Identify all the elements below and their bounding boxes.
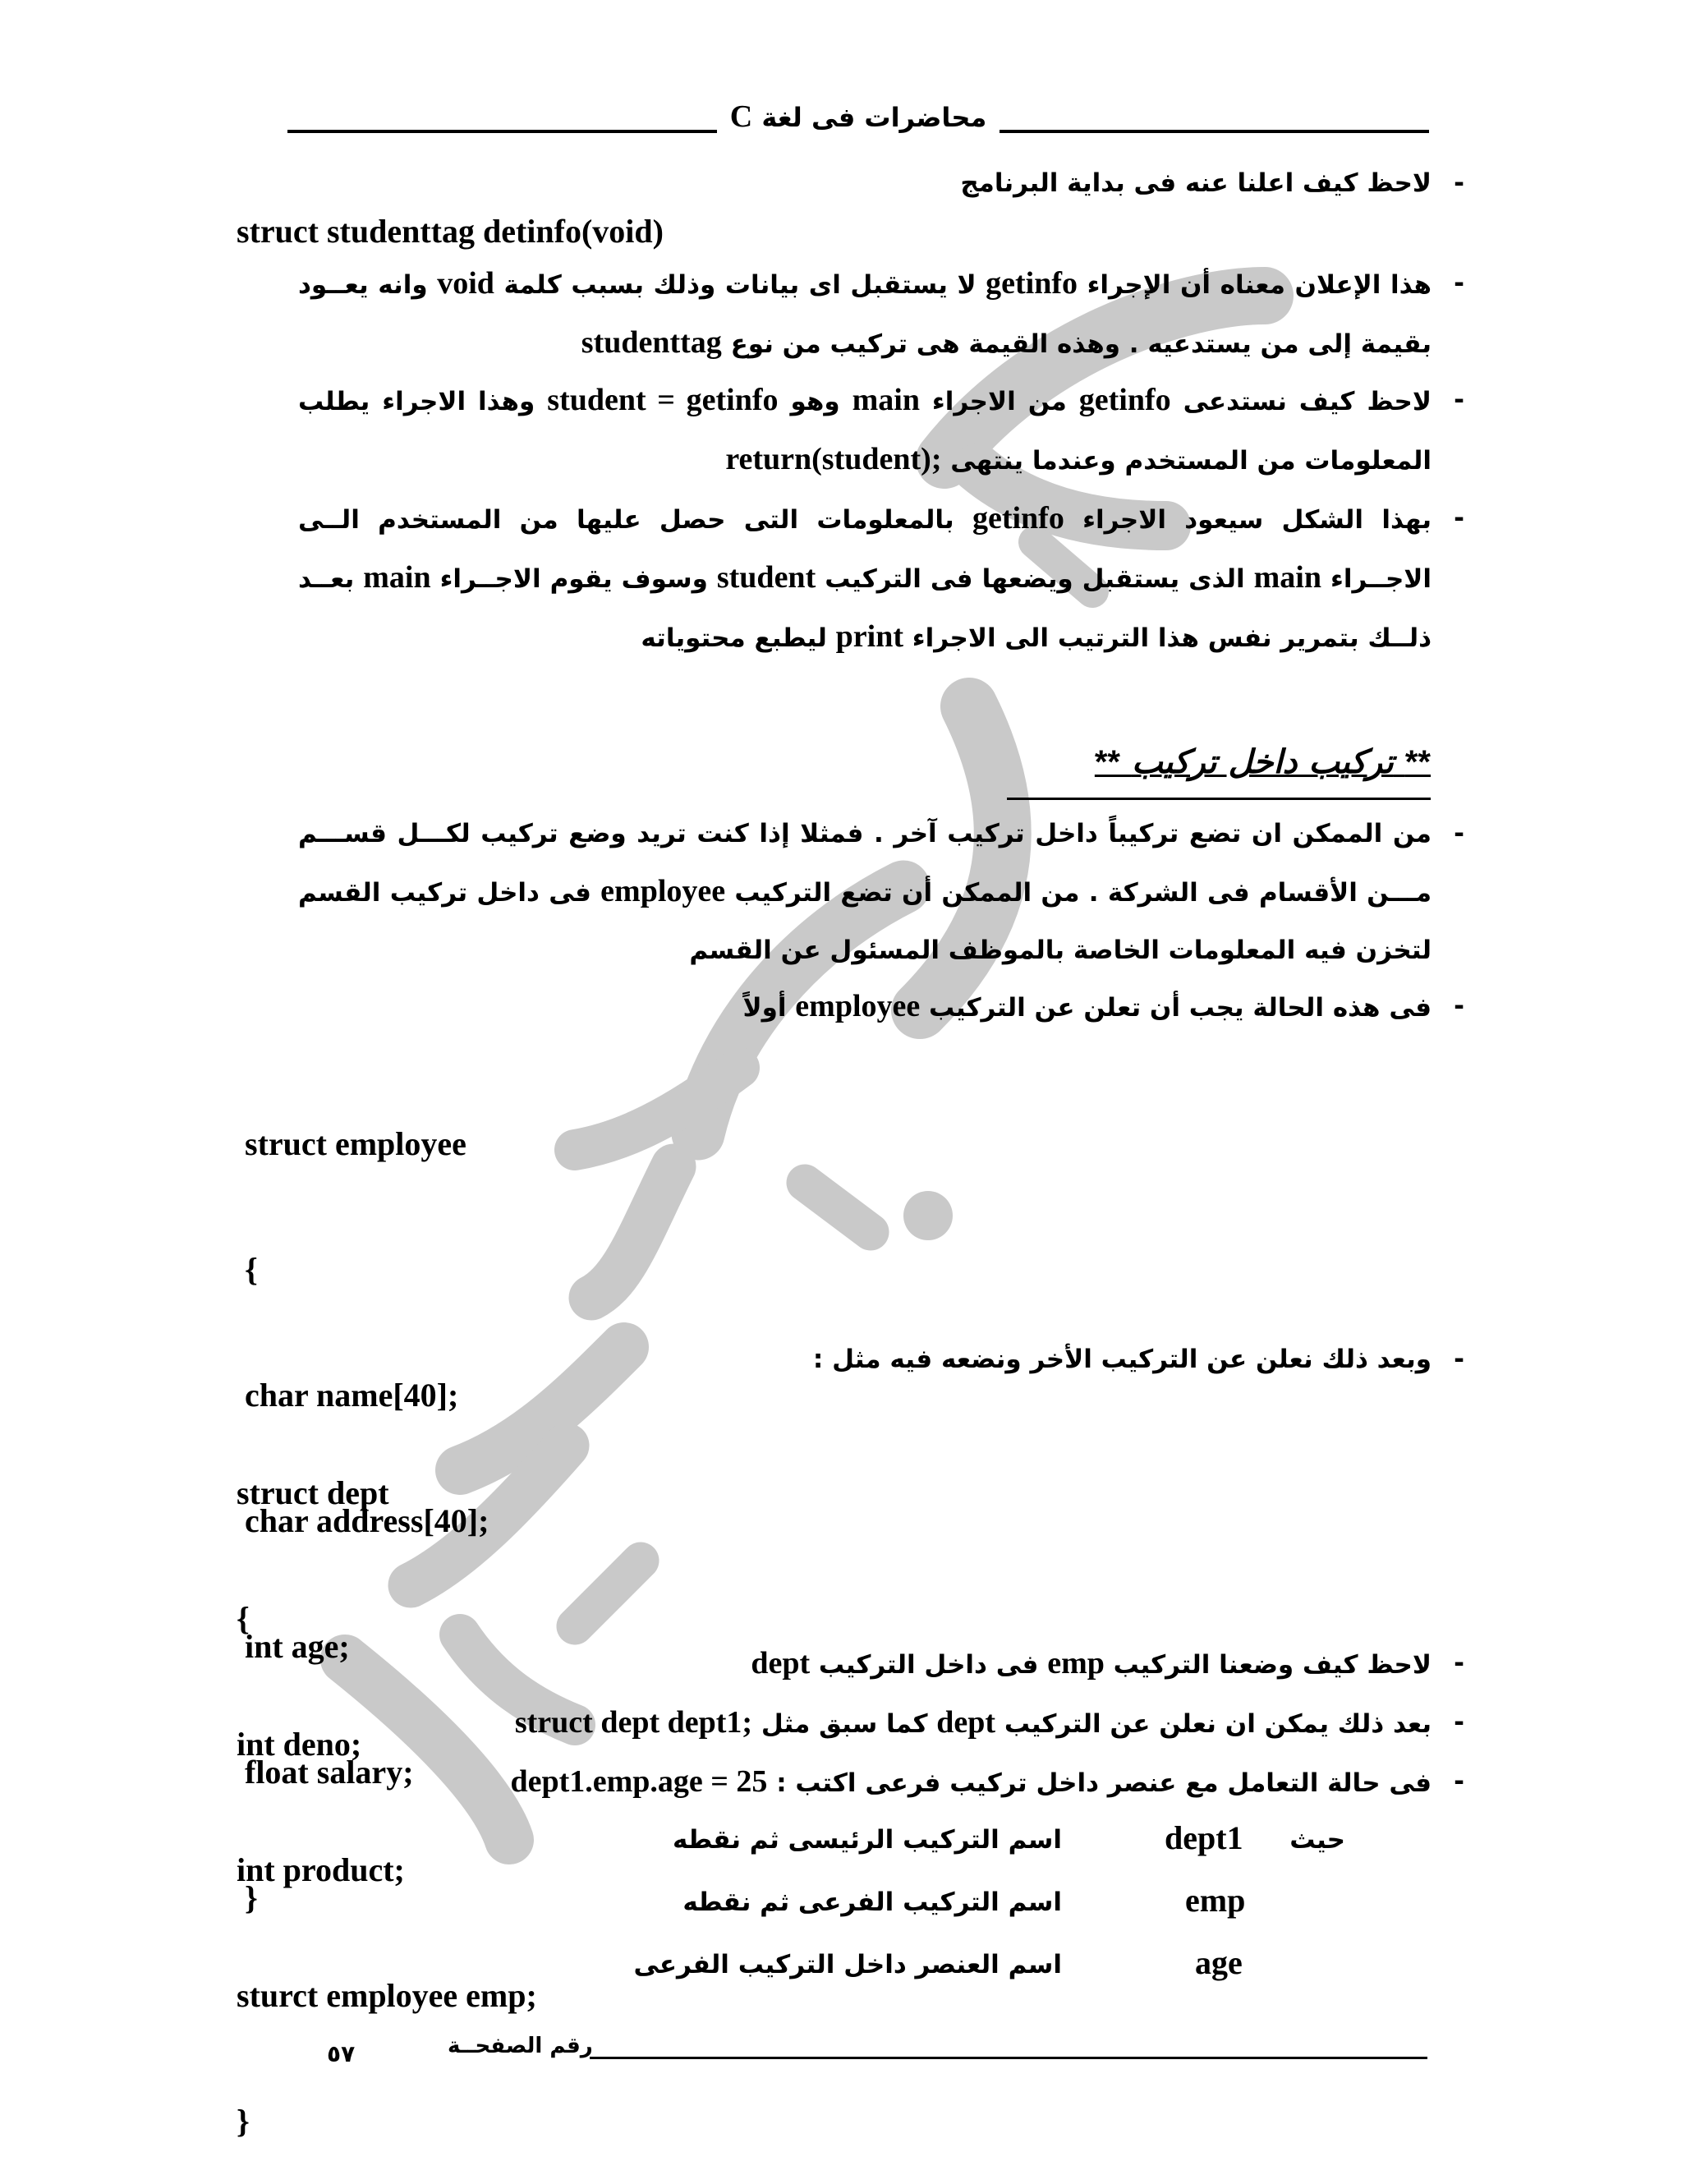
- bullet-dash: -: [1454, 1708, 1464, 1737]
- bullet-dash: -: [1454, 168, 1464, 198]
- heading-stars: **: [1094, 744, 1120, 780]
- text-part: بعــد ذلــك بتمرير نفس هذا الترتيب الى الاجراء: [298, 564, 1432, 653]
- bullet-call-getinfo: [298, 371, 1464, 490]
- code-term: return(student);: [725, 442, 942, 476]
- code-term: dept: [751, 1646, 811, 1681]
- code-line: int product;: [237, 1851, 405, 1888]
- code-term: main: [1253, 560, 1322, 595]
- code-line: struct dept: [237, 1474, 389, 1511]
- code-line: int age;: [245, 1628, 350, 1665]
- text-part: بعد ذلك يمكن ان نعلن عن التركيب: [995, 1709, 1432, 1739]
- code-line: sturct employee emp;: [237, 1977, 537, 2014]
- header-title: [717, 99, 1000, 135]
- where-label: حيث: [1289, 1825, 1345, 1855]
- heading-stars: **: [1404, 744, 1431, 780]
- code-line: char address[40];: [245, 1502, 489, 1539]
- term-text: emp: [1185, 1882, 1246, 1919]
- bullet-dash: -: [1454, 819, 1464, 848]
- code-term: struct dept dept1;: [514, 1705, 753, 1740]
- code-term: main: [852, 383, 920, 417]
- code-line: }: [245, 1879, 258, 1916]
- code-term: emp: [1047, 1646, 1105, 1681]
- code-term: getinfo: [986, 266, 1078, 301]
- text-part: بهذا الشكل سيعود الاجراء: [1064, 505, 1432, 535]
- code-line: char name[40];: [245, 1377, 459, 1414]
- text-part: فى حالة التعامل مع عنصر داخل تركيب فرعى اكتب :: [767, 1768, 1432, 1798]
- bullet-dash: -: [1454, 1648, 1464, 1678]
- where-desc: اسم التركيب الرئيسى ثم نقطه: [673, 1825, 1062, 1855]
- text-part: من الممكن ان تضع تركيباً داخل تركيب آخر . فمثلا إذا كنت تريد وضع تركيب لكـــل قســـم مـــن الأقسام فى الشركة . من الممكن أن تضع التركيب: [298, 819, 1432, 908]
- code-term: getinfo: [972, 501, 1064, 536]
- text-part: وانه يعــود بقيمة إلى من يستدعيه . وهذه القيمة هى تركيب من نوع: [298, 270, 1432, 359]
- header-rule-left: [287, 130, 747, 133]
- heading-underline: [1007, 798, 1431, 800]
- term-text: age: [1195, 1944, 1243, 1981]
- header-rule-right: [969, 130, 1429, 133]
- where-term: [1185, 1881, 1245, 1920]
- code-line: {: [245, 1251, 258, 1288]
- where-desc: اسم العنصر داخل التركيب الفرعى: [633, 1950, 1062, 1979]
- text-part: أولاً: [742, 993, 796, 1023]
- code-term: employee: [795, 989, 921, 1023]
- footer-rule: [590, 2057, 1427, 2059]
- bullet-nested-intro: [298, 805, 1464, 979]
- where-term: [1195, 1943, 1243, 1982]
- page-header: [287, 99, 1429, 148]
- term-text: dept1: [1165, 1819, 1243, 1856]
- text-part: وهو: [778, 387, 852, 416]
- code-line: struct employee: [245, 1125, 466, 1162]
- code-term: dept1.emp.age = 25: [510, 1764, 768, 1799]
- text-part: كما سبق مثل: [752, 1709, 937, 1739]
- code-line: }: [237, 2103, 250, 2140]
- text-part: وسوف يقوم الاجــراء: [430, 564, 717, 594]
- code-line: {: [237, 1600, 250, 1637]
- text-part: لاحظ كيف نستدعى: [1170, 387, 1432, 416]
- text-part: وهذا الاجراء يطلب المعلومات من المستخدم وعندما ينتهى: [298, 387, 1432, 476]
- page-number: ٥٧: [327, 2040, 356, 2067]
- bullet-dash: -: [1454, 385, 1464, 415]
- bullet-declaration-meaning: [298, 255, 1464, 373]
- where-term: [1165, 1818, 1243, 1857]
- bullet-text: وبعد ذلك نعلن عن التركيب الأخر ونضعه فيه مثل :: [812, 1345, 1432, 1374]
- bullet-declare-dept1: [298, 1694, 1464, 1753]
- bullet-declaration-note: [298, 154, 1464, 212]
- text-part: من الاجراء: [919, 387, 1079, 416]
- bullet-text: لاحظ كيف اعلنا عنه فى بداية البرنامج: [960, 168, 1432, 198]
- bullet-dash: -: [1454, 991, 1464, 1021]
- code-term: print: [835, 619, 903, 654]
- code-term: student = getinfo: [547, 383, 779, 417]
- text-part: لا يستقبل اى بيانات وذلك بسبب كلمة: [494, 270, 986, 300]
- bullet-declare-dept: [298, 1331, 1464, 1388]
- code-function-signature: struct studenttag detinfo(void): [237, 213, 664, 250]
- where-desc: اسم التركيب الفرعى ثم نقطه: [682, 1887, 1062, 1917]
- text-part: لاحظ كيف وضعنا التركيب: [1104, 1650, 1432, 1680]
- section-heading: [1095, 743, 1431, 781]
- text-part: فى داخل تركيب القسم لتخزن فيه المعلومات الخاصة بالموظف المسئول عن القسم: [298, 878, 1432, 965]
- code-term: void: [437, 266, 494, 301]
- code-line: int deno;: [237, 1726, 362, 1763]
- text-part: بالمعلومات التى حصل عليها من المستخدم الــى الاجــراء: [298, 505, 1432, 594]
- bullet-emp-inside-dept: [298, 1635, 1464, 1694]
- code-term: dept: [936, 1705, 996, 1740]
- header-title-lang: C: [729, 99, 753, 134]
- text-part: فى هذه الحالة يجب أن تعلن عن التركيب: [920, 993, 1432, 1023]
- text-part: هذا الإعلان معناه أن الإجراء: [1078, 270, 1432, 300]
- bullet-access-nested-member: [298, 1753, 1464, 1812]
- heading-title: تركيب داخل تركيب: [1131, 743, 1394, 781]
- bullet-dash: -: [1454, 1345, 1464, 1374]
- code-term: main: [363, 560, 431, 595]
- bullet-dash: -: [1454, 503, 1464, 533]
- header-title-text: محاضرات فى لغة: [761, 102, 987, 133]
- bullet-dash: -: [1454, 269, 1464, 298]
- text-part: فى داخل التركيب: [810, 1650, 1048, 1680]
- text-part: ليطبع محتوياته: [641, 623, 836, 653]
- code-term: studenttag: [581, 325, 722, 360]
- code-term: student: [716, 560, 816, 595]
- bullet-declare-employee-first: [298, 977, 1464, 1037]
- bullet-dash: -: [1454, 1767, 1464, 1796]
- text-part: الذى يستقبل ويضعها فى التركيب: [816, 564, 1254, 594]
- code-line: float salary;: [245, 1754, 414, 1791]
- watermark-dot: [903, 1191, 953, 1240]
- code-term: employee: [600, 874, 726, 908]
- bullet-return-flow: [298, 490, 1464, 667]
- code-term: getinfo: [1078, 383, 1171, 417]
- footer-page-label: رقم الصفحــة: [448, 2034, 593, 2058]
